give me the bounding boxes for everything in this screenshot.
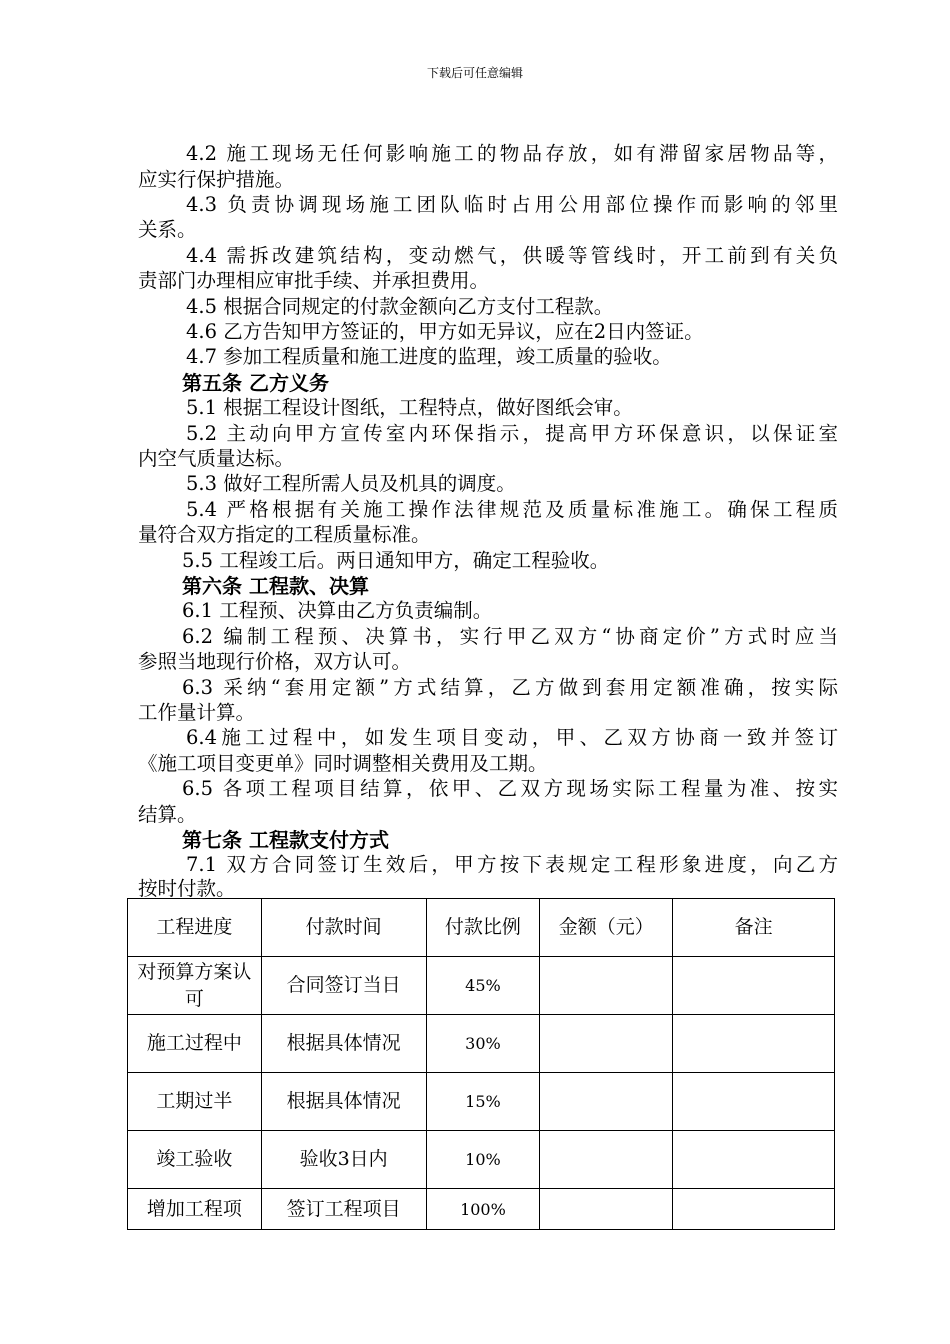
cell-remarks [673,1189,835,1230]
cell-payment-ratio: 100% [426,1189,540,1230]
cell-remarks [673,1073,835,1131]
cell-payment-ratio: 45% [426,957,540,1015]
cell-payment-time: 合同签订当日 [261,957,426,1015]
table-row [128,1189,835,1230]
clause-4-3-line-1: 4.3 负责协调现场施工团队临时占用公用部位操作而影响的邻里 [186,193,838,216]
clause-7-1-line-1: 7.1 双方合同签订生效后，甲方按下表规定工程形象进度，向乙方 [186,853,838,876]
header-remarks: 备注 [673,899,835,957]
header-payment-time: 付款时间 [261,899,426,957]
clause-4-4-line-2: 责部门办理相应审批手续、并承担费用。 [138,269,490,292]
cell-payment-time: 根据具体情况 [261,1015,426,1073]
cell-amount [540,1189,673,1230]
article-5-heading: 第五条 乙方义务 [182,371,329,395]
cell-payment-ratio: 30% [426,1015,540,1073]
cell-payment-time: 根据具体情况 [261,1073,426,1131]
clause-5-2-line-1: 5.2 主动向甲方宣传室内环保指示，提高甲方环保意识，以保证室 [186,422,838,445]
clause-6-2-line-2: 参照当地现行价格，双方认可。 [138,650,412,673]
cell-remarks [673,1015,835,1073]
cell-amount [540,1131,673,1189]
cell-payment-time: 验收3日内 [261,1131,426,1189]
clause-6-5-line-2: 结算。 [138,803,197,826]
cell-payment-time: 签订工程项目 [261,1189,426,1230]
clause-4-7: 4.7 参加工程质量和施工进度的监理，竣工质量的验收。 [186,345,672,368]
clause-6-3-line-2: 工作量计算。 [138,701,256,724]
page-header-note: 下载后可任意编辑 [426,66,523,80]
table-row [128,1015,835,1073]
article-6-heading: 第六条 工程款、决算 [182,574,369,598]
table-row [128,1073,835,1131]
cell-payment-ratio: 15% [426,1073,540,1131]
cell-progress: 增加工程项 [128,1189,262,1230]
cell-amount [540,1015,673,1073]
header-progress: 工程进度 [128,899,262,957]
clause-4-3-line-2: 关系。 [138,218,197,241]
clause-6-1: 6.1 工程预、决算由乙方负责编制。 [182,599,493,622]
table-row [128,957,835,1015]
cell-amount [540,1073,673,1131]
clause-5-3: 5.3 做好工程所需人员及机具的调度。 [186,472,516,495]
clause-4-6: 4.6 乙方告知甲方签证的，甲方如无异议，应在2日内签证。 [186,320,704,343]
cell-amount [540,957,673,1015]
cell-progress: 对预算方案认可 [128,957,262,1015]
clause-6-2-line-1: 6.2 编制工程预、决算书，实行甲乙双方“协商定价”方式时应当 [182,625,838,648]
clause-5-5: 5.5 工程竣工后。两日通知甲方，确定工程验收。 [182,549,610,572]
clause-5-1: 5.1 根据工程设计图纸，工程特点，做好图纸会审。 [186,396,633,419]
clause-6-4-line-2: 《施工项目变更单》同时调整相关费用及工期。 [138,752,548,775]
cell-progress: 施工过程中 [128,1015,262,1073]
header-payment-ratio: 付款比例 [426,899,540,957]
header-amount: 金额（元） [540,899,673,957]
clause-7-1-line-2: 按时付款。 [138,877,236,900]
clause-4-5: 4.5 根据合同规定的付款金额向乙方支付工程款。 [186,295,614,318]
clause-5-4-line-1: 5.4 严格根据有关施工操作法律规范及质量标准施工。确保工程质 [186,498,838,521]
clause-5-4-line-2: 量符合双方指定的工程质量标准。 [138,523,431,546]
cell-progress: 工期过半 [128,1073,262,1131]
clause-5-2-line-2: 内空气质量达标。 [138,447,295,470]
cell-remarks [673,957,835,1015]
clause-4-4-line-1: 4.4 需拆改建筑结构，变动燃气，供暖等管线时，开工前到有关负 [186,244,838,267]
cell-progress: 竣工验收 [128,1131,262,1189]
clause-6-3-line-1: 6.3 采纳“套用定额”方式结算，乙方做到套用定额准确，按实际 [182,676,838,699]
table-row [128,1131,835,1189]
clause-4-2-line-1: 4.2 施工现场无任何影响施工的物品存放，如有滞留家居物品等， [186,142,838,165]
payment-schedule-table [127,898,835,1230]
cell-remarks [673,1131,835,1189]
table-header-row [128,899,835,957]
cell-payment-ratio: 10% [426,1131,540,1189]
clause-6-4-line-1: 6.4施工过程中，如发生项目变动，甲、乙双方协商一致并签订 [186,726,838,749]
clause-6-5-line-1: 6.5 各项工程项目结算，依甲、乙双方现场实际工程量为准、按实 [182,777,838,800]
article-7-heading: 第七条 工程款支付方式 [182,828,389,852]
clause-4-2-line-2: 应实行保护措施。 [138,168,295,191]
